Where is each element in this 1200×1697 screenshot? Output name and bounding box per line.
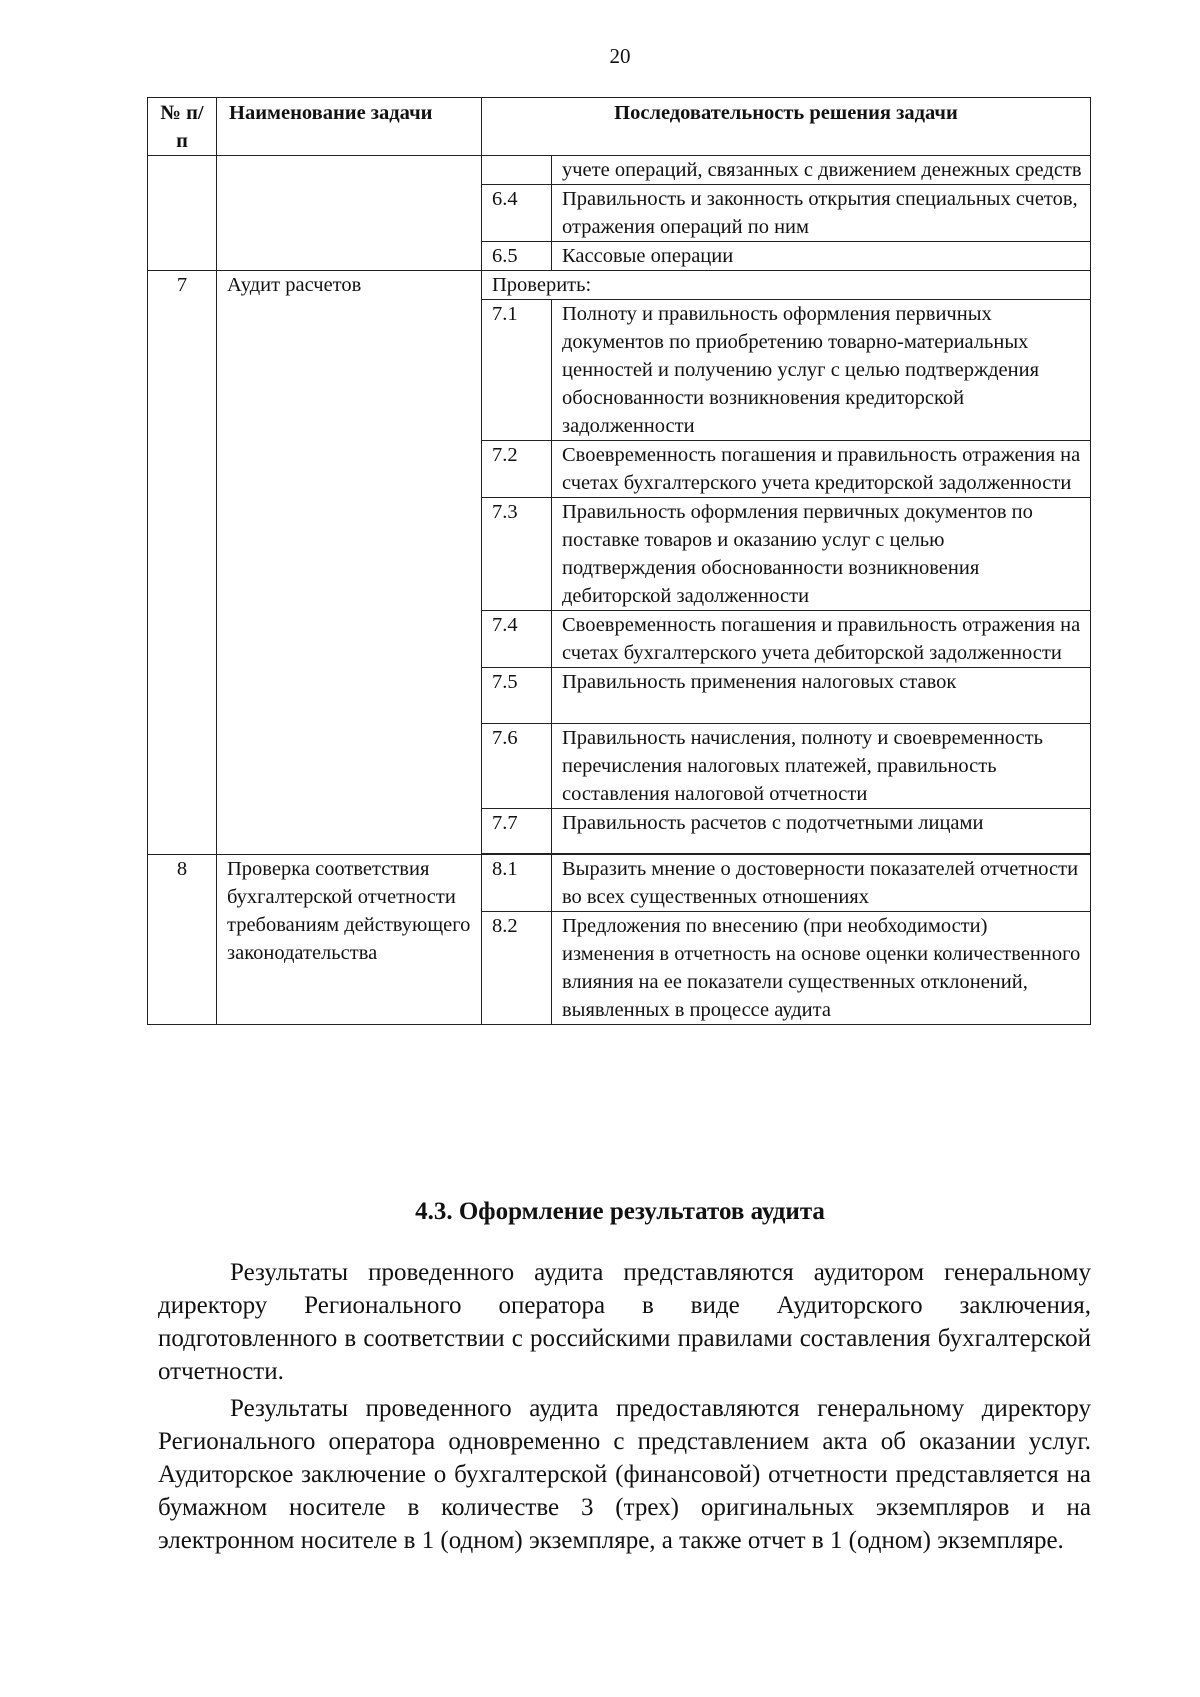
paragraph: Результаты проведенного аудита представляются аудитором генеральному директору Регионального оператора в виде Аудиторского заключения, подготовленного в соответствии с российскими правилами составления бухгалтерской отчетности. <box>158 1259 1091 1385</box>
step-text: Правильность и законность открытия специальных счетов, отражения операций по ним <box>552 185 1091 242</box>
page-number: 20 <box>609 44 631 68</box>
substep-number: 7.1 <box>482 300 552 441</box>
substep-number: 7.2 <box>482 441 552 498</box>
step-text: Своевременность погашения и правильность отражения на счетах бухгалтерского учета дебиторской задолженности <box>552 611 1091 668</box>
table-row <box>148 271 1091 300</box>
substep-number: 8.2 <box>482 912 552 1025</box>
section-title: 4.3. Оформление результатов аудита <box>415 1198 825 1225</box>
task-name: Проверка соответствия бухгалтерской отчетности требованиям действующего законодательства <box>217 855 482 1025</box>
row-number: 8 <box>148 855 217 1025</box>
step-text: Своевременность погашения и правильность отражения на счетах бухгалтерского учета кредиторской задолженности <box>552 441 1091 498</box>
step-text: учете операций, связанных с движением денежных средств <box>552 156 1091 185</box>
task-name-cell <box>217 156 482 271</box>
table-header-row <box>148 98 1091 156</box>
header-num: № п/п <box>148 98 217 156</box>
substep-number: 7.6 <box>482 724 552 809</box>
audit-tasks-table <box>147 97 1091 1025</box>
substep-number: 8.1 <box>482 855 552 912</box>
substep-number: 7.4 <box>482 611 552 668</box>
step-text: Правильность начисления, полноту и своевременность перечисления налоговых платежей, правильность составления налоговой отчетности <box>552 724 1091 809</box>
step-text: Предложения по внесению (при необходимости) изменения в отчетность на основе оценки количественного влияния на ее показатели существенных отклонений, выявленных в процессе аудита <box>552 912 1091 1025</box>
substep-number: 6.5 <box>482 242 552 271</box>
header-task-name: Наименование задачи <box>217 98 482 156</box>
substep-number: 7.3 <box>482 498 552 611</box>
step-text: Полноту и правильность оформления первичных документов по приобретению товарно-материальных ценностей и получению услуг с целью подтверждения обоснованности возникновения кредиторской задолженности <box>552 300 1091 441</box>
table-row <box>148 156 1091 185</box>
step-text: Правильность оформления первичных документов по поставке товаров и оказанию услуг с целью подтверждения обоснованности возникновения дебиторской задолженности <box>552 498 1091 611</box>
row-number-cell <box>148 156 217 271</box>
substep-number: 7.5 <box>482 668 552 724</box>
substep-number: 7.7 <box>482 809 552 854</box>
step-text: Правильность применения налоговых ставок <box>552 668 1091 724</box>
step-text: Кассовые операции <box>552 242 1091 271</box>
step-text: Выразить мнение о достоверности показателей отчетности во всех существенных отношениях <box>552 855 1091 912</box>
task-name: Аудит расчетов <box>217 271 482 855</box>
substep-number: 6.4 <box>482 185 552 242</box>
step-text: Правильность расчетов с подотчетными лицами <box>552 809 1091 854</box>
paragraph: Результаты проведенного аудита предоставляются генеральному директору Регионального оператора одновременно с представлением акта об оказании услуг. Аудиторское заключение о бухгалтерской (финансовой) отчетности представляется на бумажном носителе в количестве 3 (трех) оригинальных экземпляров и на электронном носителе в 1 (одном) экземпляре, а также отчет в 1 (одном) экземпляре. <box>158 1395 1091 1554</box>
step-intro: Проверить: <box>482 271 1091 300</box>
substep-number-cell <box>482 156 552 185</box>
row-number: 7 <box>148 271 217 855</box>
table-row <box>148 855 1091 912</box>
header-sequence: Последовательность решения задачи <box>482 98 1091 156</box>
